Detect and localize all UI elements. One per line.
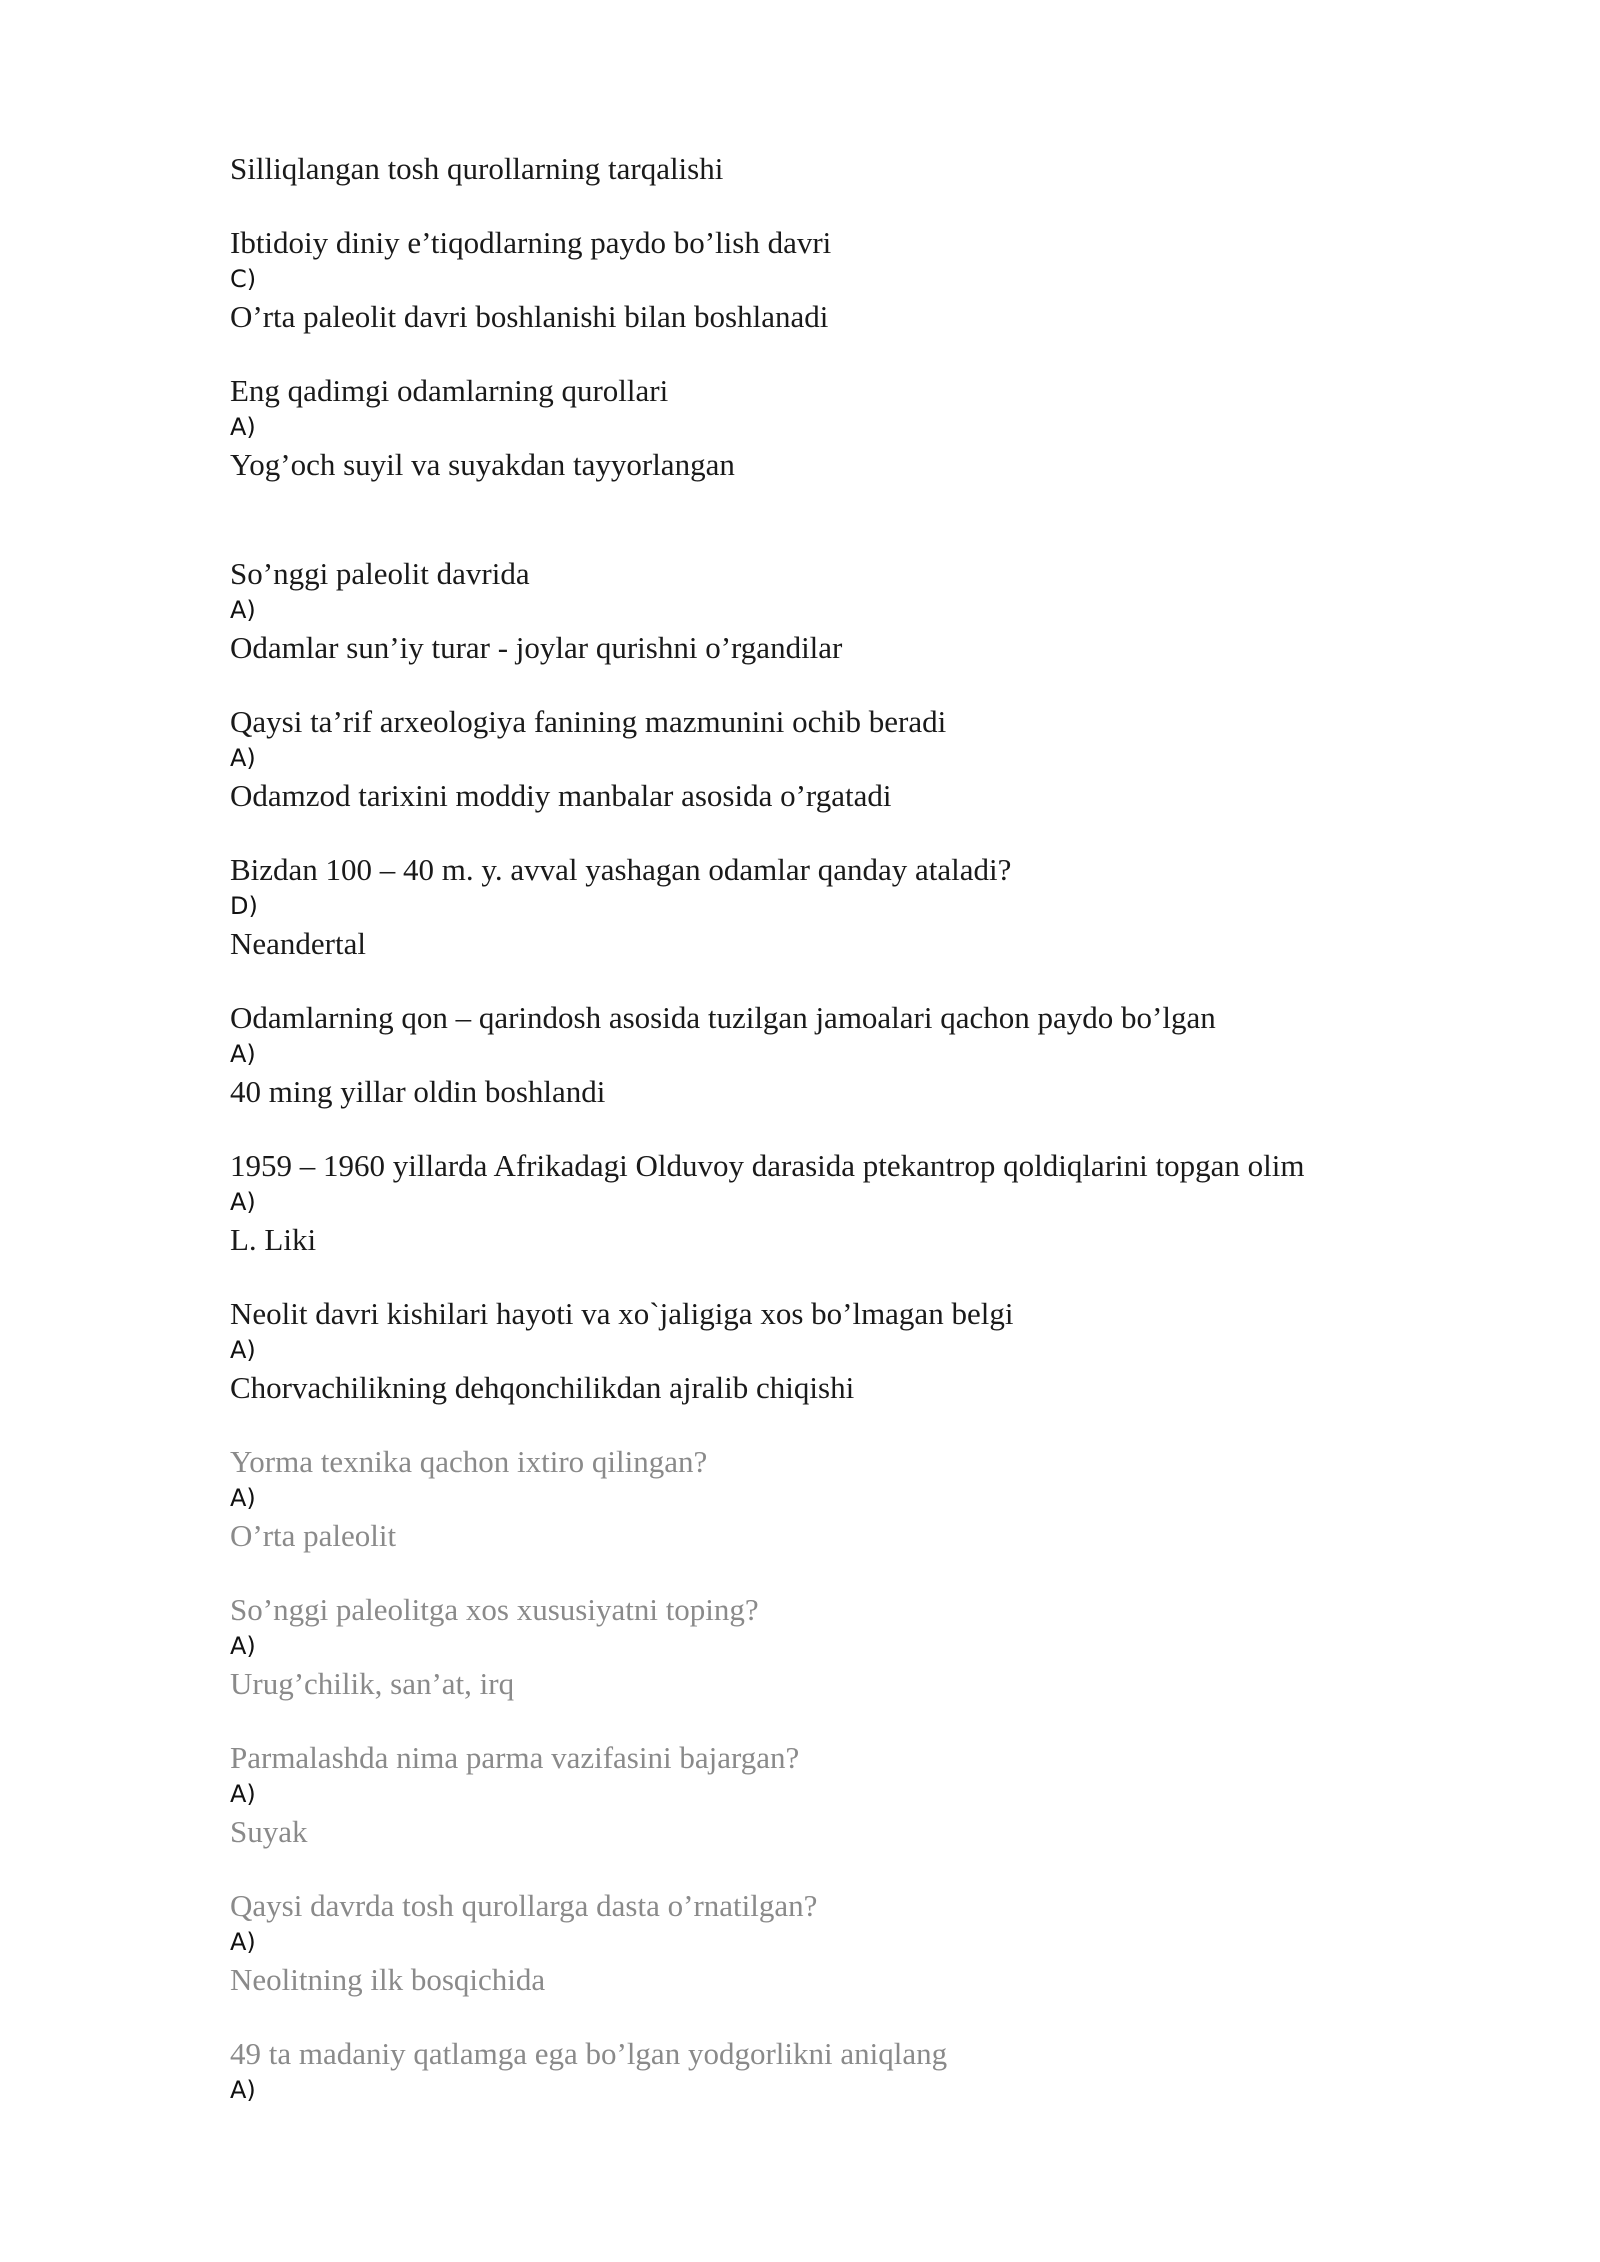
question-text: Yorma texnika qachon ixtiro qilingan? [230,1444,708,1479]
answer-label: A) [230,1484,256,1512]
answer-text: Chorvachilikning dehqonchilikdan ajralib chiqishi [230,1370,855,1405]
answer-text: Suyak [230,1814,308,1849]
answer-label: A) [230,1928,256,1956]
answer-label: A) [230,1632,256,1660]
question-text: Qaysi ta’rif arxeologiya fanining mazmunini ochib beradi [230,704,947,739]
question-text: 49 ta madaniy qatlamga ega bo’lgan yodgorlikni aniqlang [230,2036,948,2071]
heading-entry [230,150,1530,187]
question-8 [230,1295,1530,1406]
question-text: Bizdan 100 – 40 m. y. avval yashagan odamlar qanday ataladi? [230,852,1012,887]
answer-label: A) [230,1780,256,1808]
answer-text: O’rta paleolit davri boshlanishi bilan boshlanadi [230,299,829,334]
question-3 [230,555,1530,666]
answer-text: Odamlar sun’iy turar - joylar qurishni o’rgandilar [230,630,843,665]
document-body [230,150,1530,2109]
question-12 [230,1887,1530,1998]
question-text: Neolit davri kishilari hayoti va xo`jaligiga xos bo’lmagan belgi [230,1296,1014,1331]
question-5 [230,851,1530,962]
answer-label: C) [230,265,257,293]
answer-text: Yog’och suyil va suyakdan tayyorlangan [230,447,735,482]
answer-label: A) [230,413,256,441]
answer-text: Urug’chilik, san’at, irq [230,1666,515,1701]
answer-label: A) [230,596,256,624]
answer-text: Odamzod tarixini moddiy manbalar asosida o’rgatadi [230,778,892,813]
question-10 [230,1591,1530,1702]
question-6 [230,999,1530,1110]
answer-text: L. Liki [230,1222,317,1257]
answer-text: 40 ming yillar oldin boshlandi [230,1074,606,1109]
question-text: Parmalashda nima parma vazifasini bajargan? [230,1740,800,1775]
question-text: Ibtidoiy diniy e’tiqodlarning paydo bo’lish davri [230,225,832,260]
question-text: Eng qadimgi odamlarning qurollari [230,373,669,408]
answer-text: Neandertal [230,926,366,961]
question-4 [230,703,1530,814]
answer-text: O’rta paleolit [230,1518,397,1553]
answer-label: A) [230,1188,256,1216]
answer-label: A) [230,1336,256,1364]
answer-text: Neolitning ilk bosqichida [230,1962,546,1997]
document-heading: Silliqlangan tosh qurollarning tarqalishi [230,151,724,186]
question-1 [230,224,1530,335]
question-text: Odamlarning qon – qarindosh asosida tuzilgan jamoalari qachon paydo bo’lgan [230,1000,1216,1035]
question-text: So’nggi paleolitga xos xususiyatni toping? [230,1592,759,1627]
answer-label: A) [230,744,256,772]
answer-label: A) [230,1040,256,1068]
question-9 [230,1443,1530,1554]
question-text: So’nggi paleolit davrida [230,556,530,591]
question-13 [230,2035,1530,2109]
question-text: Qaysi davrda tosh qurollarga dasta o’rnatilgan? [230,1888,818,1923]
question-7 [230,1147,1530,1258]
answer-label: A) [230,2076,256,2104]
question-11 [230,1739,1530,1850]
question-text: 1959 – 1960 yillarda Afrikadagi Olduvoy darasida ptekantrop qoldiqlarini topgan olim [230,1148,1305,1183]
answer-label: D) [230,892,258,920]
question-2 [230,372,1530,483]
